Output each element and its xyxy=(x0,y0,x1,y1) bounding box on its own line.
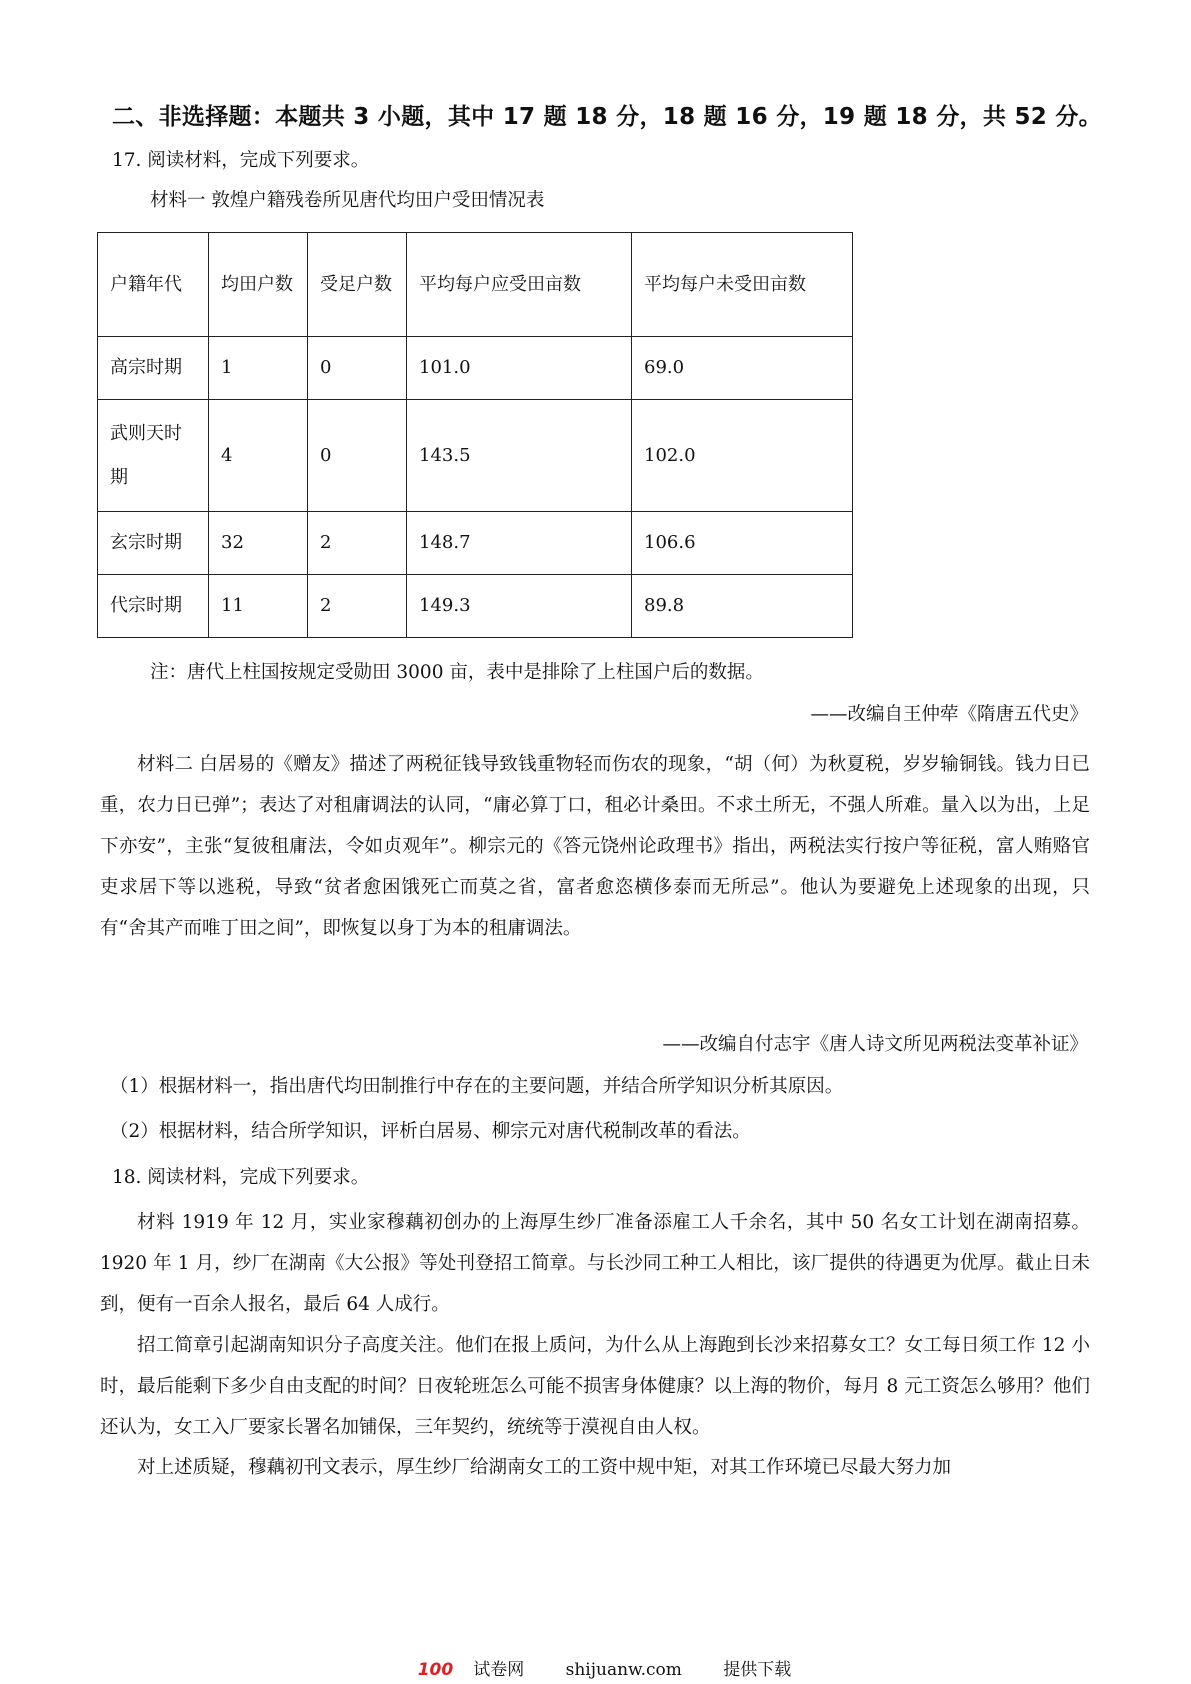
table-cell: 2 xyxy=(308,575,407,638)
table-cell: 11 xyxy=(209,575,308,638)
table-cell: 代宗时期 xyxy=(98,575,209,638)
table-row xyxy=(98,512,853,575)
material-1-caption: 材料一 敦煌户籍残卷所见唐代均田户受田情况表 xyxy=(150,190,545,211)
table-cell: 0 xyxy=(308,400,407,512)
material-paragraph-3: 对上述质疑，穆藕初刊文表示，厚生纱厂给湖南女工的工资中规中矩，对其工作环境已尽最大努力加 xyxy=(137,1457,952,1478)
footer-brand xyxy=(400,1655,525,1680)
table-cell: 玄宗时期 xyxy=(98,512,209,575)
table-cell: 武则天时期 xyxy=(98,400,209,512)
table-cell: 89.8 xyxy=(632,575,853,638)
table-cell: 1 xyxy=(209,337,308,400)
section-heading: 二、非选择题：本题共 3 小题，其中 17 题 18 分，18 题 16 分，19 题 18 分，共 52 分。 xyxy=(112,104,1102,130)
table-cell: 149.3 xyxy=(407,575,632,638)
table-cell: 102.0 xyxy=(632,400,853,512)
source-citation-2: ——改编自付志宇《唐人诗文所见两税法变革补证》 xyxy=(662,1034,1088,1055)
table-header-cell: 受足户数 xyxy=(308,233,407,337)
material-paragraph-2: 招工简章引起湖南知识分子高度关注。他们在报上质问，为什么从上海跑到长沙来招募女工？女工每日须工作 12 小时，最后能剩下多少自由支配的时间？日夜轮班怎么可能不损害身体健康？以上海的物价，每月 8 元工资怎么够用？他们还认为，女工入厂要家长署名加铺保，三年契约，统统等于漠视自由人权。 xyxy=(100,1335,1090,1438)
table-row xyxy=(98,575,853,638)
table-header-cell: 户籍年代 xyxy=(98,233,209,337)
question-18-title: 18. 阅读材料，完成下列要求。 xyxy=(112,1167,370,1188)
table-cell: 143.5 xyxy=(407,400,632,512)
table-cell: 4 xyxy=(209,400,308,512)
table-header-cell: 均田户数 xyxy=(209,233,308,337)
source-citation-1: ——改编自王仲荦《隋唐五代史》 xyxy=(810,704,1088,725)
material-paragraph-1: 材料 1919 年 12 月，实业家穆藕初创办的上海厚生纱厂准备添雇工人千余名，其中 50 名女工计划在湖南招募。1920 年 1 月，纱厂在湖南《大公报》等处刊登招工简章。与长沙同工种工人相比，该厂提供的待遇更为优厚。截止日未到，便有一百余人报名，最后 64 人成行。 xyxy=(100,1212,1090,1315)
table-cell: 101.0 xyxy=(407,337,632,400)
land-allocation-table xyxy=(97,232,853,638)
table-header-cell: 平均每户未受田亩数 xyxy=(632,233,853,337)
table-row xyxy=(98,337,853,400)
table-cell: 69.0 xyxy=(632,337,853,400)
site-url[interactable]: shijuanw.com xyxy=(565,1660,682,1680)
question-17-title: 17. 阅读材料，完成下列要求。 xyxy=(112,150,370,171)
table-note: 注：唐代上柱国按规定受勋田 3000 亩，表中是排除了上柱国户后的数据。 xyxy=(150,662,764,683)
table-cell: 32 xyxy=(209,512,308,575)
table-cell: 148.7 xyxy=(407,512,632,575)
table-cell: 106.6 xyxy=(632,512,853,575)
site-logo: 100 xyxy=(417,1660,454,1680)
table-cell: 2 xyxy=(308,512,407,575)
material-2-paragraph: 材料二 白居易的《赠友》描述了两税征钱导致钱重物轻而伤农的现象，“胡（何）为秋夏税，岁岁输铜钱。钱力日已重，农力日已弹”；表达了对租庸调法的认同，“庸必算丁口，租必计桑田。不求土所无，不强人所难。量入以为出，上足下亦安”，主张“复彼租庸法，令如贞观年”。柳宗元的《答元饶州论政理书》指出，两税法实行按户等征税，富人贿赂官吏求居下等以逃税，导致“贫者愈困饿死亡而莫之省，富者愈恣横侈泰而无所忌”。他认为要避免上述现象的出现，只有“舍其产而唯丁田之间”，即恢复以身丁为本的租庸调法。 xyxy=(100,754,1090,939)
footer-tagline: 提供下载 xyxy=(723,1660,792,1680)
table-header-cell: 平均每户应受田亩数 xyxy=(407,233,632,337)
page-footer xyxy=(0,1655,1191,1680)
site-name: 试卷网 xyxy=(473,1660,525,1680)
table-cell: 高宗时期 xyxy=(98,337,209,400)
table-header-row xyxy=(98,233,853,337)
question-17-part-1: （1）根据材料一，指出唐代均田制推行中存在的主要问题，并结合所学知识分析其原因。 xyxy=(110,1076,844,1097)
table-cell: 0 xyxy=(308,337,407,400)
question-17-part-2: （2）根据材料，结合所学知识，评析白居易、柳宗元对唐代税制改革的看法。 xyxy=(110,1121,751,1142)
table-row xyxy=(98,400,853,512)
